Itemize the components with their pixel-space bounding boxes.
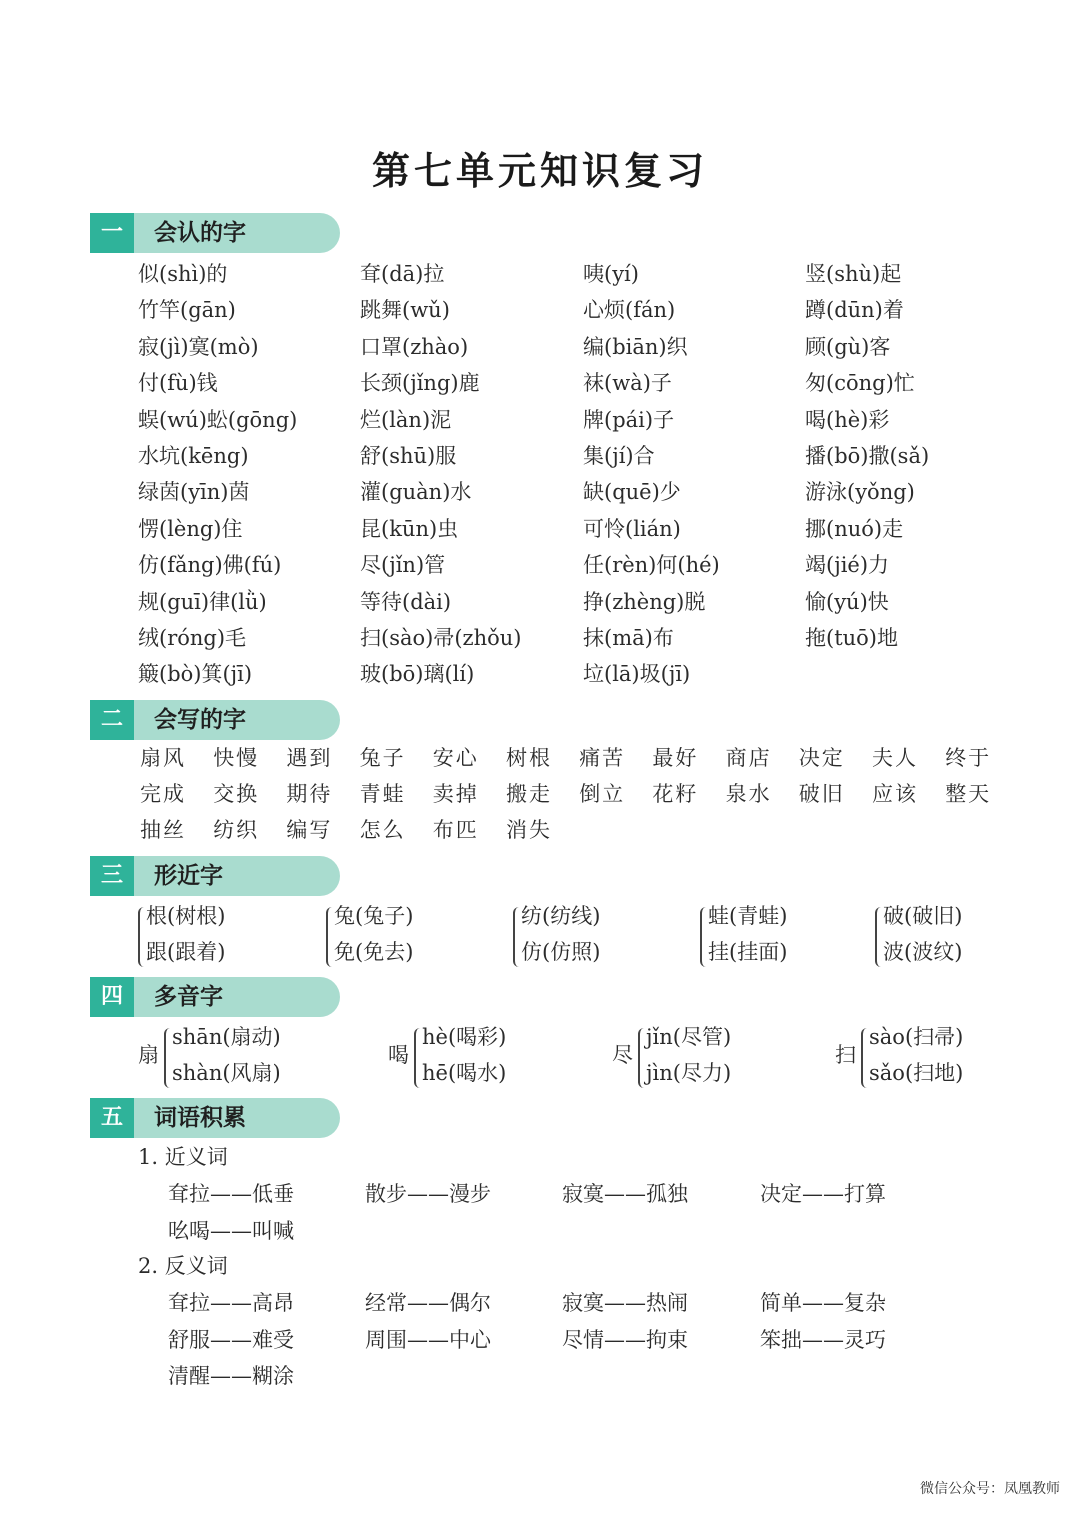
- recognize-item: 等待(dài): [360, 589, 452, 614]
- similar-group: [326, 901, 506, 973]
- write-word: 兔子: [359, 746, 406, 770]
- recognize-item: 簸(bò)箕(jī): [138, 662, 253, 687]
- section-number: 二: [90, 700, 134, 740]
- recognize-item: 顾(gù)客: [805, 334, 891, 359]
- recognize-item: 烂(làn)泥: [360, 407, 452, 432]
- write-word: 怎么: [359, 818, 406, 842]
- recognize-item: 挣(zhèng)脱: [583, 589, 706, 614]
- recognize-item: 绿茵(yīn)茵: [138, 480, 250, 505]
- similar-word: 破(破旧): [883, 904, 963, 928]
- section-number: 四: [90, 977, 134, 1017]
- write-word: 编写: [286, 818, 333, 842]
- write-word: 纺织: [213, 818, 260, 842]
- similar-group: [513, 901, 693, 973]
- polyphone-group: [138, 1022, 358, 1094]
- recognize-item: 拖(tuō)地: [805, 626, 898, 650]
- write-word: 倒立: [579, 782, 626, 806]
- recognize-item: 缺(quē)少: [583, 480, 681, 505]
- similar-word: 兔(兔子): [334, 904, 414, 928]
- recognize-item: 匆(cōng)忙: [805, 371, 915, 396]
- write-word: 决定: [798, 746, 845, 770]
- recognize-item: 耷(dā)拉: [360, 262, 445, 286]
- word-pair: 耷拉——高昂: [168, 1291, 294, 1315]
- write-word: 布匹: [432, 818, 479, 842]
- write-word: 树根: [506, 746, 552, 770]
- recognize-item: 抹(mā)布: [583, 626, 674, 650]
- brace-line: [414, 1028, 422, 1088]
- brace-line: [138, 907, 146, 967]
- recognize-item: 任(rèn)何(hé): [583, 553, 720, 578]
- section-header-polyphone: [90, 977, 340, 1017]
- word-pair: 寂寞——孤独: [562, 1182, 688, 1206]
- write-word: 快慢: [213, 746, 260, 770]
- brace-line: [164, 1028, 172, 1088]
- similar-word: 免(免去): [334, 940, 414, 964]
- recognize-item: 跳舞(wǔ): [360, 298, 450, 323]
- recognize-item: 集(jí)合: [583, 444, 655, 468]
- recognize-item: 游泳(yǒng): [805, 480, 915, 505]
- section-title: 会认的字: [154, 220, 246, 246]
- similar-group: [700, 901, 880, 973]
- section-title: 形近字: [154, 863, 223, 889]
- recognize-item: 喝(hè)彩: [805, 407, 890, 432]
- write-word: 商店: [725, 746, 772, 770]
- recognize-item: 牌(pái)子: [583, 407, 675, 432]
- polyphone-reading: hē(喝水): [422, 1061, 507, 1085]
- polyphone-char: 喝: [388, 1043, 409, 1067]
- recognize-item: 扫(sào)帚(zhǒu): [360, 626, 522, 650]
- section-header-vocab: [90, 1098, 340, 1138]
- recognize-item: 昆(kūn)虫: [360, 516, 459, 541]
- recognize-item: 可怜(lián): [583, 516, 681, 541]
- brace-line: [700, 907, 708, 967]
- write-word: 遇到: [286, 746, 333, 770]
- polyphone-reading: jǐn(尽管): [646, 1025, 732, 1049]
- recognize-item: 愉(yú)快: [805, 589, 889, 614]
- recognize-item: 尽(jǐn)管: [360, 553, 446, 578]
- polyphone-char: 扫: [835, 1043, 856, 1067]
- recognize-item: 竹竿(gān): [138, 298, 236, 323]
- write-word: 最好: [652, 746, 699, 770]
- write-word: 完成: [140, 782, 186, 806]
- word-pair: 吆喝——叫喊: [168, 1218, 294, 1243]
- recognize-item: 心烦(fán): [583, 298, 676, 323]
- polyphone-reading: sào(扫帚): [869, 1025, 964, 1049]
- write-word: 终于: [945, 746, 992, 770]
- recognize-item: 绒(róng)毛: [138, 626, 247, 650]
- word-pair: 尽情——拘束: [562, 1327, 688, 1352]
- recognize-item: 长颈(jǐng)鹿: [360, 371, 480, 396]
- section-header-recognize: [90, 213, 340, 253]
- write-word: 卖掉: [432, 782, 479, 806]
- polyphone-char: 尽: [612, 1043, 633, 1067]
- section-number: 一: [90, 213, 134, 253]
- brace-line: [513, 907, 521, 967]
- brace-line: [326, 907, 334, 967]
- word-pair: 舒服——难受: [168, 1327, 294, 1352]
- polyphone-group: [612, 1022, 832, 1094]
- antonyms-label: 2. 反义词: [138, 1254, 228, 1278]
- similar-word: 挂(挂面): [708, 940, 788, 964]
- write-word: 交换: [213, 782, 260, 806]
- recognize-item: 垃(lā)圾(jī): [583, 662, 691, 687]
- similar-word: 纺(纺线): [521, 904, 601, 928]
- word-pair: 简单——复杂: [760, 1291, 886, 1315]
- polyphone-readings: [414, 1022, 604, 1094]
- section-title: 多音字: [154, 984, 223, 1010]
- footer-watermark: 微信公众号：凤凰教师: [920, 1481, 1060, 1497]
- word-pair: 决定——打算: [760, 1182, 886, 1206]
- write-word: 扇风: [140, 746, 186, 770]
- polyphone-reading: shān(扇动): [172, 1025, 281, 1049]
- write-word: 痛苦: [579, 746, 626, 770]
- word-pair: 经常——偶尔: [365, 1291, 491, 1315]
- recognize-item: 蹲(dūn)着: [805, 298, 904, 323]
- polyphone-readings: [164, 1022, 354, 1094]
- recognize-item: 竖(shù)起: [805, 262, 902, 286]
- recognize-item: 挪(nuó)走: [805, 516, 904, 541]
- similar-word: 波(波纹): [883, 940, 963, 964]
- recognize-item: 口罩(zhào): [360, 334, 469, 359]
- similar-word: 仿(仿照): [521, 940, 601, 964]
- write-word: 花籽: [652, 782, 699, 806]
- similar-word: 跟(跟着): [146, 940, 226, 964]
- recognize-item: 咦(yí): [583, 262, 639, 286]
- recognize-item: 付(fù)钱: [138, 371, 218, 396]
- synonyms-label: 1. 近义词: [138, 1145, 228, 1169]
- brace-line: [875, 907, 883, 967]
- recognize-item: 似(shì)的: [138, 262, 228, 286]
- polyphone-reading: sǎo(扫地): [869, 1061, 964, 1085]
- recognize-item: 玻(bō)璃(lí): [360, 662, 475, 687]
- section-title: 词语积累: [154, 1105, 246, 1131]
- write-word: 安心: [432, 746, 479, 770]
- section-title: 会写的字: [154, 707, 246, 733]
- word-pair: 周围——中心: [365, 1327, 491, 1352]
- write-word: 青蛙: [359, 782, 406, 806]
- recognize-item: 愣(lèng)住: [138, 516, 243, 541]
- word-pair: 散步——漫步: [365, 1182, 491, 1206]
- word-pair: 寂寞——热闹: [562, 1291, 688, 1315]
- polyphone-readings: [638, 1022, 828, 1094]
- similar-group: [875, 901, 1055, 973]
- recognize-item: 编(biān)织: [583, 334, 688, 359]
- recognize-item: 灌(guàn)水: [360, 480, 472, 505]
- brace-line: [861, 1028, 869, 1088]
- page-title: 第七单元知识复习: [371, 149, 708, 193]
- recognize-item: 袜(wà)子: [583, 371, 672, 396]
- write-word: 搬走: [506, 782, 552, 806]
- polyphone-char: 扇: [138, 1043, 159, 1067]
- section-header-write: [90, 700, 340, 740]
- recognize-item: 规(guī)律(lǜ): [138, 589, 267, 614]
- recognize-item: 水坑(kēng): [138, 444, 249, 468]
- write-word: 夫人: [872, 746, 918, 770]
- recognize-item: 竭(jié)力: [805, 553, 890, 578]
- write-word: 抽丝: [140, 818, 186, 842]
- write-word: 整天: [945, 782, 992, 806]
- section-number: 五: [90, 1098, 134, 1138]
- similar-group: [138, 901, 318, 973]
- section-number: 三: [90, 856, 134, 896]
- recognize-item: 蜈(wú)蚣(gōng): [138, 407, 298, 432]
- polyphone-reading: hè(喝彩): [422, 1025, 507, 1049]
- word-pair: 笨拙——灵巧: [760, 1327, 886, 1352]
- similar-word: 根(树根): [146, 904, 226, 928]
- polyphone-readings: [861, 1022, 1051, 1094]
- polyphone-group: [388, 1022, 608, 1094]
- section-header-similar: [90, 856, 340, 896]
- write-word: 期待: [286, 782, 333, 806]
- recognize-item: 仿(fǎng)佛(fú): [138, 553, 282, 578]
- write-word: 消失: [506, 818, 552, 842]
- write-word: 应该: [872, 782, 918, 806]
- recognize-item: 寂(jì)寞(mò): [138, 334, 259, 359]
- write-word: 破旧: [798, 782, 845, 806]
- recognize-item: 舒(shū)服: [360, 444, 457, 468]
- polyphone-reading: jìn(尽力): [646, 1061, 732, 1085]
- brace-line: [638, 1028, 646, 1088]
- polyphone-group: [835, 1022, 1055, 1094]
- recognize-item: 播(bō)撒(sǎ): [805, 444, 930, 468]
- word-pair: 清醒——糊涂: [168, 1364, 294, 1388]
- word-pair: 耷拉——低垂: [168, 1182, 294, 1206]
- similar-word: 蛙(青蛙): [708, 904, 788, 928]
- polyphone-reading: shàn(风扇): [172, 1061, 281, 1085]
- write-word: 泉水: [725, 782, 772, 806]
